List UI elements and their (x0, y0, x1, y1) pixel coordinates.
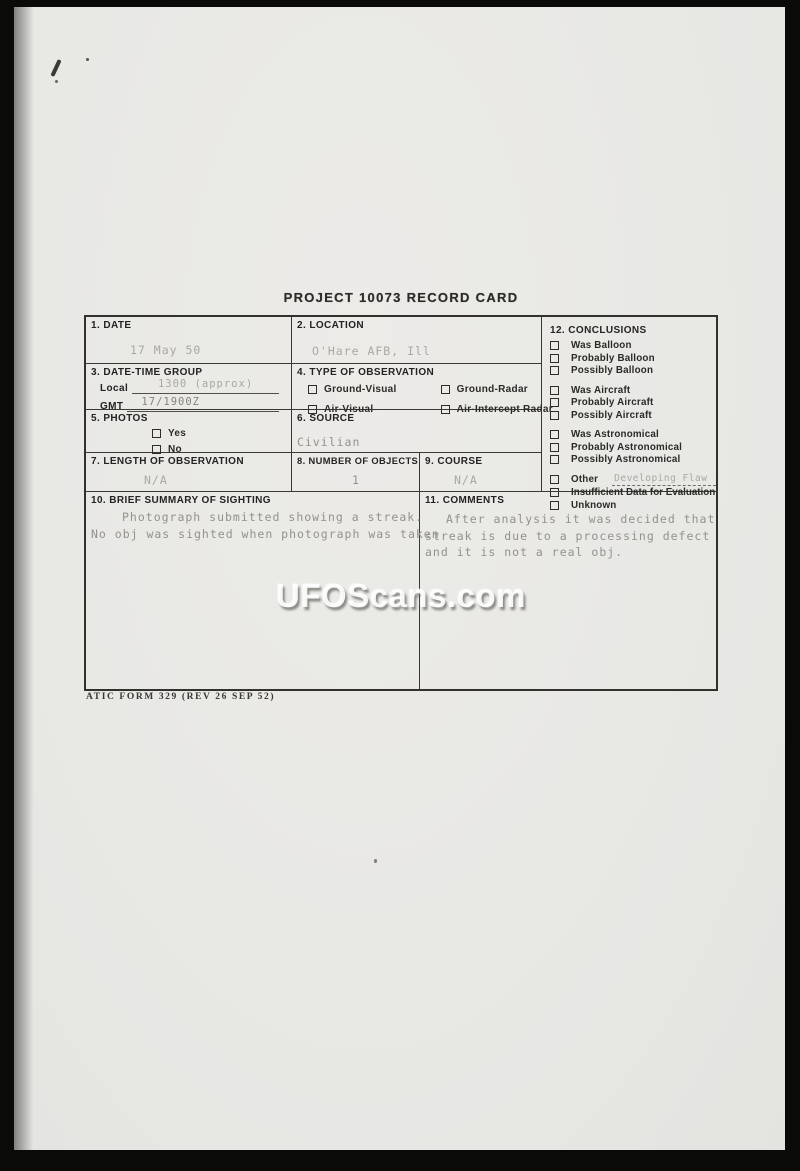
ink-speck (55, 80, 58, 83)
field-summary-label: 10. BRIEF SUMMARY OF SIGHTING (91, 495, 271, 506)
dtg-local-label: Local (100, 383, 129, 394)
summary-line2: No obj was sighted when photograph was taken (91, 527, 440, 541)
conclusion-label: Insufficient Data for Evaluation (571, 487, 716, 498)
ink-speck (86, 58, 89, 61)
ink-speck (374, 859, 377, 863)
conclusion-label: Possibly Balloon (571, 365, 654, 376)
conclusion-row (550, 410, 718, 421)
form-title: PROJECT 10073 RECORD CARD (283, 290, 519, 305)
conclusion-label: Probably Balloon (571, 352, 655, 364)
obs-option (441, 384, 553, 395)
conclusion-row (550, 385, 718, 396)
paper-sheet (14, 7, 785, 1150)
field-obs-label: 4. TYPE OF OBSERVATION (297, 367, 435, 378)
conclusions-list (550, 340, 718, 511)
field-source-label: 6. SOURCE (297, 413, 355, 424)
field-conclusions-label: 12. CONCLUSIONS (550, 325, 647, 336)
conclusion-row (550, 353, 718, 364)
record-card-form (84, 315, 718, 691)
field-location (292, 317, 542, 364)
dtg-local-underline (132, 380, 279, 394)
checkbox-was-astronomical (550, 430, 559, 439)
field-length-value: N/A (144, 473, 168, 487)
comments-line1: After analysis it was decided that (446, 512, 716, 526)
paper-edge-shadow (14, 7, 34, 1150)
field-date-value: 17 May 50 (130, 343, 202, 357)
checkbox-ground-visual (308, 385, 317, 394)
other-underline (612, 474, 716, 486)
dtg-local-row (100, 380, 279, 394)
checkbox-possibly-balloon (550, 366, 559, 375)
summary-line1: Photograph submitted showing a streak. (122, 510, 424, 524)
obs-option-label: Air-Intercept Radar (456, 404, 553, 415)
checkbox-probably-astronomical (550, 443, 559, 452)
conclusion-row (550, 340, 718, 351)
conclusion-row (550, 365, 718, 376)
conclusion-label: Was Balloon (571, 340, 632, 351)
field-date-label: 1. DATE (91, 320, 132, 331)
field-comments-label: 11. COMMENTS (425, 495, 505, 506)
conclusion-label: Unknown (571, 499, 617, 511)
photos-options (86, 424, 291, 455)
field-source (292, 410, 542, 453)
field-source-value: Civilian (297, 435, 361, 449)
photos-option (152, 428, 291, 439)
conclusion-label: Was Astronomical (571, 429, 659, 440)
conclusion-label: Was Aircraft (571, 384, 631, 396)
conclusion-label: Probably Astronomical (571, 441, 683, 453)
field-location-label: 2. LOCATION (297, 320, 364, 331)
field-length-of-observation (86, 453, 292, 492)
conclusion-label: Possibly Aircraft (571, 409, 652, 421)
conclusion-row (550, 429, 718, 440)
obs-option-label: Ground-Visual (324, 384, 397, 395)
obs-option-label: Air-Visual (324, 404, 374, 415)
conclusion-other-value: Developing Flaw (614, 472, 708, 484)
field-photos (86, 410, 292, 453)
conclusion-label: Probably Aircraft (571, 397, 654, 408)
conclusion-label: Possibly Astronomical (571, 454, 681, 465)
obs-option-label: Ground-Radar (456, 384, 529, 395)
field-course (420, 453, 542, 492)
field-number-of-objects (292, 453, 420, 492)
dtg-local-value: 1300 (approx) (157, 378, 254, 390)
photos-option-label: No (168, 444, 182, 455)
conclusion-row-other (550, 474, 718, 486)
field-course-value: N/A (454, 473, 478, 487)
field-length-label: 7. LENGTH OF OBSERVATION (91, 456, 244, 467)
field-type-of-observation (292, 364, 553, 415)
field-course-label: 9. COURSE (425, 456, 483, 467)
form-number: ATIC FORM 329 (REV 26 SEP 52) (86, 692, 276, 702)
watermark: UFOScans.com (276, 577, 526, 614)
checkbox-possibly-astronomical (550, 455, 559, 464)
checkbox-ground-radar (441, 385, 450, 394)
field-location-value: O'Hare AFB, Ill (312, 344, 431, 358)
obs-option (308, 384, 397, 395)
ink-mark (50, 59, 61, 77)
conclusion-row (550, 454, 718, 465)
field-number-value: 1 (352, 473, 360, 487)
conclusion-other-label: Other (571, 474, 599, 485)
conclusion-row (550, 442, 718, 453)
comments-line2: streak is due to a processing defect (425, 529, 711, 543)
photos-option-label: Yes (168, 428, 187, 439)
checkbox-probably-balloon (550, 354, 559, 363)
checkbox-photos-yes (152, 429, 161, 438)
comments-line3: and it is not a real obj. (425, 545, 624, 559)
field-photos-label: 5. PHOTOS (91, 413, 148, 424)
checkbox-other (550, 475, 559, 484)
field-number-label: 8. NUMBER OF OBJECTS (297, 456, 419, 466)
field-date-time-group (86, 364, 292, 410)
dtg-gmt-value: 17/1900Z (141, 396, 200, 408)
conclusion-row (550, 397, 718, 408)
checkbox-was-balloon (550, 341, 559, 350)
field-date (86, 317, 292, 364)
field-dtg-label: 3. DATE-TIME GROUP (91, 367, 203, 378)
field-conclusions (542, 317, 718, 511)
dtg-gmt-label: GMT (100, 401, 124, 412)
